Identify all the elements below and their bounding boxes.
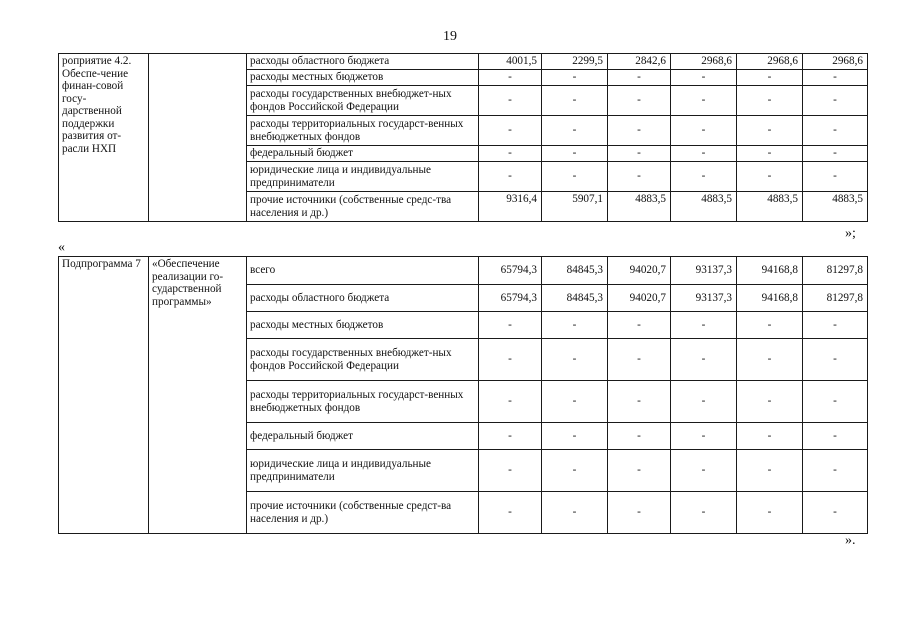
value-cell: - [608, 116, 671, 146]
row-label: расходы местных бюджетов [247, 70, 479, 86]
value-cell: 65794,3 [479, 285, 542, 312]
value-cell: - [542, 70, 608, 86]
row-label: расходы областного бюджета [247, 285, 479, 312]
row-label: юридические лица и индивидуальные предприниматели [247, 450, 479, 492]
value-cell: - [479, 312, 542, 339]
value-cell: - [608, 423, 671, 450]
value-cell: - [608, 86, 671, 116]
value-cell: - [479, 450, 542, 492]
value-cell: - [479, 492, 542, 534]
value-cell: 4883,5 [671, 192, 737, 222]
row-label: расходы областного бюджета [247, 54, 479, 70]
value-cell: - [737, 381, 803, 423]
value-cell: - [608, 339, 671, 381]
row-label: расходы территориальных государст-венных внебюджетных фондов [247, 381, 479, 423]
value-cell: 94168,8 [737, 285, 803, 312]
value-cell: 4883,5 [737, 192, 803, 222]
value-cell: - [671, 381, 737, 423]
value-cell: - [542, 492, 608, 534]
value-cell: - [737, 116, 803, 146]
funding-table-subprogram-7 [58, 256, 868, 534]
value-cell: - [542, 423, 608, 450]
value-cell: - [479, 423, 542, 450]
value-cell: - [479, 381, 542, 423]
subprogram-label: Подпрограмма 7 [59, 257, 149, 534]
value-cell: 65794,3 [479, 257, 542, 285]
value-cell: 84845,3 [542, 285, 608, 312]
value-cell: 9316,4 [479, 192, 542, 222]
value-cell: - [671, 312, 737, 339]
row-label: прочие источники (собственные средст-ва населения и др.) [247, 492, 479, 534]
row-label: федеральный бюджет [247, 423, 479, 450]
value-cell: 84845,3 [542, 257, 608, 285]
value-cell: - [803, 116, 868, 146]
row-label: юридические лица и индивидуальные предприниматели [247, 162, 479, 192]
value-cell: - [803, 162, 868, 192]
value-cell: - [671, 86, 737, 116]
value-cell: - [803, 423, 868, 450]
value-cell: - [803, 70, 868, 86]
value-cell: - [737, 339, 803, 381]
value-cell: - [803, 86, 868, 116]
value-cell: - [479, 86, 542, 116]
value-cell: - [671, 162, 737, 192]
value-cell: - [542, 339, 608, 381]
value-cell: - [479, 116, 542, 146]
value-cell: 5907,1 [542, 192, 608, 222]
row-label: расходы государственных внебюджет-ных фондов Российской Федерации [247, 339, 479, 381]
value-cell: - [737, 312, 803, 339]
value-cell: - [737, 162, 803, 192]
value-cell: - [542, 162, 608, 192]
value-cell: - [608, 381, 671, 423]
value-cell: - [608, 162, 671, 192]
value-cell: - [803, 146, 868, 162]
value-cell: - [479, 70, 542, 86]
row-label: расходы государственных внебюджет-ных фондов Российской Федерации [247, 86, 479, 116]
value-cell: - [479, 339, 542, 381]
value-cell: - [542, 312, 608, 339]
measure-label: роприятие 4.2. Обеспе-чение финан-совой госу-дарственной поддержки развития от-расли НХП [59, 54, 149, 222]
row-label: расходы местных бюджетов [247, 312, 479, 339]
value-cell: 93137,3 [671, 257, 737, 285]
value-cell: 4883,5 [608, 192, 671, 222]
opening-quote: « [58, 240, 65, 255]
row-label: прочие источники (собственные средс-тва населения и др.) [247, 192, 479, 222]
value-cell: - [737, 450, 803, 492]
value-cell: 2968,6 [671, 54, 737, 70]
value-cell: - [608, 492, 671, 534]
value-cell: 94020,7 [608, 257, 671, 285]
value-cell: - [542, 116, 608, 146]
value-cell: - [671, 423, 737, 450]
value-cell: - [608, 146, 671, 162]
value-cell: - [542, 450, 608, 492]
value-cell: 4883,5 [803, 192, 868, 222]
value-cell: - [803, 492, 868, 534]
value-cell: - [803, 339, 868, 381]
measure-name-cell [149, 54, 247, 222]
value-cell: 93137,3 [671, 285, 737, 312]
table2-body [59, 257, 868, 534]
value-cell: - [671, 492, 737, 534]
value-cell: - [608, 312, 671, 339]
funding-table-measure-4-2 [58, 53, 868, 222]
value-cell: - [671, 339, 737, 381]
value-cell: - [737, 70, 803, 86]
value-cell: 81297,8 [803, 257, 868, 285]
closing-quote-period: ». [845, 533, 856, 548]
value-cell: 2842,6 [608, 54, 671, 70]
value-cell: - [803, 381, 868, 423]
value-cell: 2968,6 [737, 54, 803, 70]
subprogram-name: «Обеспечение реализации го-сударственной программы» [149, 257, 247, 534]
value-cell: - [542, 146, 608, 162]
value-cell: - [671, 450, 737, 492]
value-cell: - [737, 146, 803, 162]
value-cell: - [737, 492, 803, 534]
row-label: федеральный бюджет [247, 146, 479, 162]
value-cell: - [479, 162, 542, 192]
row-label: расходы территориальных государст-венных внебюджетных фондов [247, 116, 479, 146]
value-cell: 2968,6 [803, 54, 868, 70]
value-cell: - [671, 146, 737, 162]
value-cell: 81297,8 [803, 285, 868, 312]
page-number: 19 [443, 29, 457, 44]
row-label: всего [247, 257, 479, 285]
value-cell: - [737, 86, 803, 116]
value-cell: - [542, 86, 608, 116]
table1-body [59, 54, 868, 222]
value-cell: 2299,5 [542, 54, 608, 70]
value-cell: - [479, 146, 542, 162]
value-cell: - [671, 116, 737, 146]
closing-quote-semicolon: »; [845, 226, 856, 241]
value-cell: - [803, 312, 868, 339]
value-cell: - [737, 423, 803, 450]
value-cell: - [671, 70, 737, 86]
value-cell: - [608, 450, 671, 492]
value-cell: - [608, 70, 671, 86]
value-cell: - [542, 381, 608, 423]
value-cell: 94020,7 [608, 285, 671, 312]
value-cell: 94168,8 [737, 257, 803, 285]
value-cell: 4001,5 [479, 54, 542, 70]
value-cell: - [803, 450, 868, 492]
